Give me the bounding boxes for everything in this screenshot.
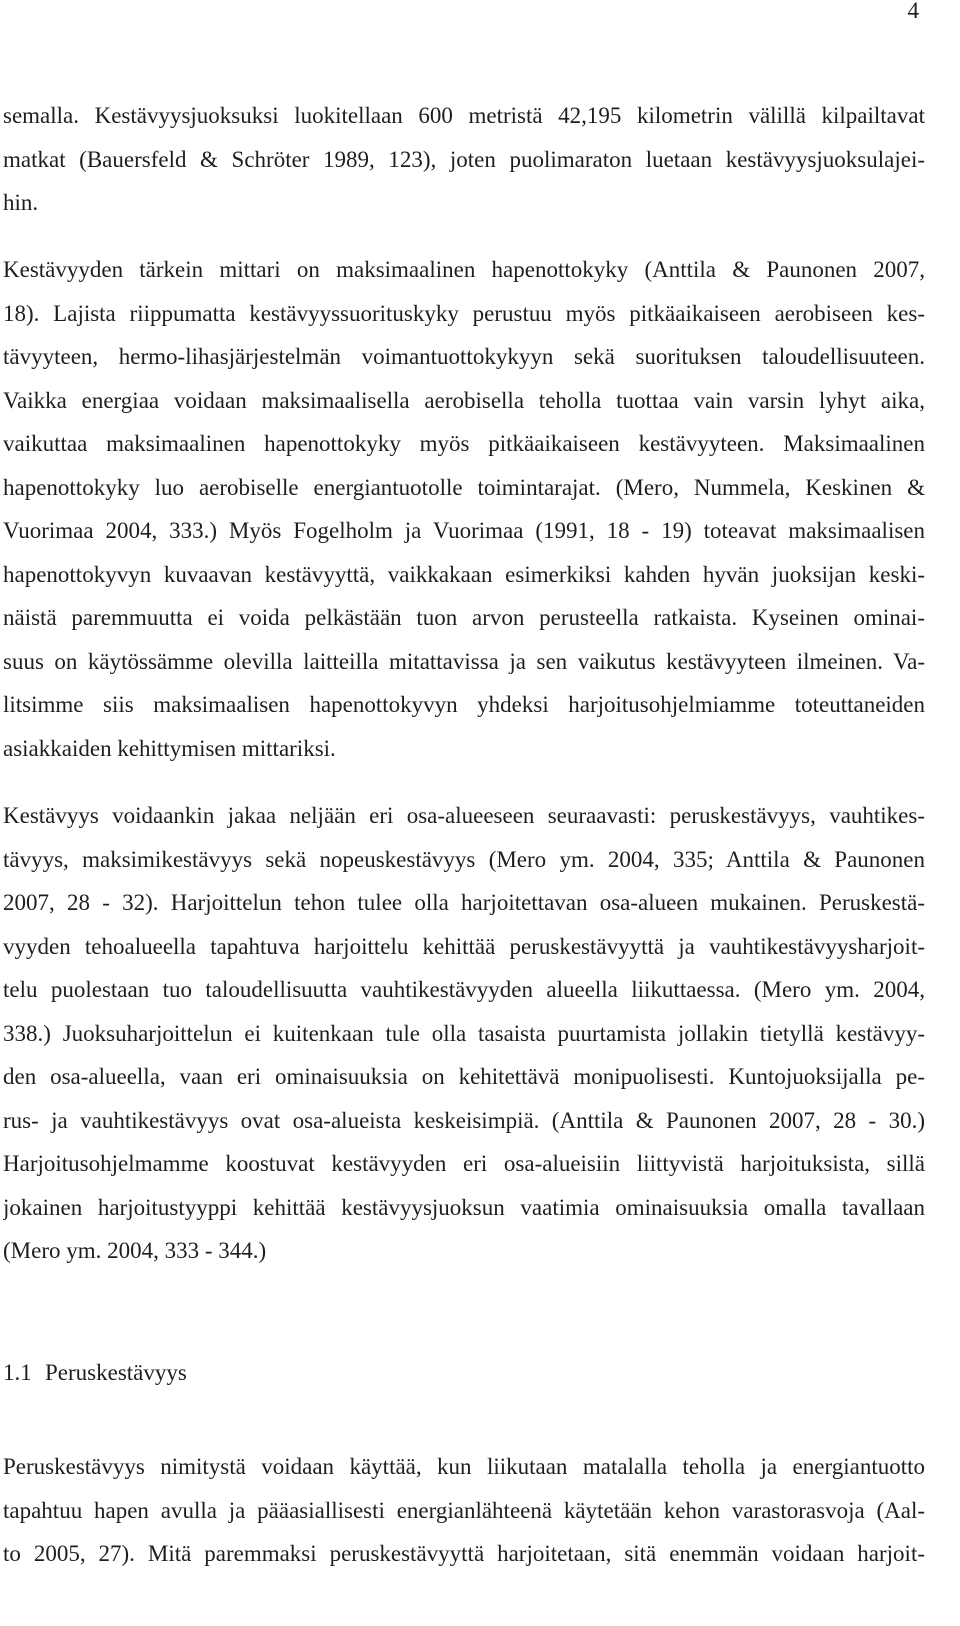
paragraph [3, 794, 925, 1273]
text-line: Peruskestävyys nimitystä voidaan käyttää, kun liikutaan matalalla teholla ja energiantuotto [3, 1454, 925, 1479]
text-line: hapenottokyky luo aerobiselle energiantuotolle toimintarajat. (Mero, Nummela, Keskinen & [3, 474, 925, 500]
text-line: telu puolestaan tuo taloudellisuutta vauhtikestävyyden alueella liikuttaessa. (Mero ym. 2004, [3, 977, 925, 1002]
text-line: suus on käytössämme olevilla laitteilla mitattavissa ja sen vaikutus kestävyyteen ilmeinen. Va- [3, 648, 925, 674]
text-line: tävyyteen, hermo-lihasjärjestelmän voimantuottokykyyn sekä suorituksen taloudellisuuteen. [3, 344, 925, 369]
text-line: Vaikka energiaa voidaan maksimaalisella aerobisella teholla tuottaa vain varsin lyhyt aika, [3, 387, 925, 413]
text-line: matkat (Bauersfeld & Schröter 1989, 123), joten puolimaraton luetaan kestävyysjuoksulajei- [3, 146, 925, 172]
text-line: semalla. Kestävyysjuoksuksi luokitellaan 600 metristä 42,195 kilometrin välillä kilpailtavat [3, 103, 925, 128]
text-line: 18). Lajista riippumatta kestävyyssuorituskyky perustuu myös pitkäaikaiseen aerobiseen kes- [3, 300, 925, 326]
text-line: hin. [3, 190, 39, 215]
section-title: Peruskestävyys [45, 1360, 187, 1385]
paragraph [3, 1445, 925, 1576]
text-line: asiakkaiden kehittymisen mittariksi. [3, 735, 336, 761]
text-line: 2007, 28 - 32). Harjoittelun tehon tulee olla harjoitettavan osa-alueen mukainen. Peruskestä- [3, 890, 925, 915]
text-line: Vuorimaa 2004, 333.) Myös Fogelholm ja Vuorimaa (1991, 18 - 19) toteavat maksimaalisen [3, 518, 925, 543]
text-line: jokainen harjoitustyyppi kehittää kestävyysjuoksun vaatimia ominaisuuksia omalla tavallaan [3, 1194, 925, 1220]
text-line: Kestävyyden tärkein mittari on maksimaalinen hapenottokyky (Anttila & Paunonen 2007, [3, 257, 925, 282]
paragraph [3, 94, 925, 225]
paragraph [3, 248, 925, 770]
text-line: näistä paremmuutta ei voida pelkästään tuon arvon perusteella ratkaista. Kyseinen ominai- [3, 605, 925, 630]
section-heading [3, 1351, 925, 1395]
text-line: litsimme siis maksimaalisen hapenottokyvyn yhdeksi harjoitusohjelmiamme toteuttaneiden [3, 692, 925, 717]
text-line: Kestävyys voidaankin jakaa neljään eri osa-alueeseen seuraavasti: peruskestävyys, vauhtikes- [3, 803, 925, 828]
text-line: Harjoitusohjelmamme koostuvat kestävyyden eri osa-alueisiin liittyvistä harjoituksista, sillä [3, 1151, 925, 1176]
section-number: 1.1 [3, 1360, 32, 1385]
text-line: tapahtuu hapen avulla ja pääasiallisesti energianlähteenä käytetään kehon varastorasvoja (Aal- [3, 1497, 925, 1523]
text-line: (Mero ym. 2004, 333 - 344.) [3, 1238, 267, 1263]
text-line: vaikuttaa maksimaalinen hapenottokyky myös pitkäaikaiseen kestävyyteen. Maksimaalinen [3, 431, 925, 456]
text-line: hapenottokyvyn kuvaavan kestävyyttä, vaikkakaan esimerkiksi kahden hyvän juoksijan keski- [3, 561, 925, 587]
text-line: 338.) Juoksuharjoittelun ei kuitenkaan tule olla tasaista puurtamista jollakin tietyllä kestävyy- [3, 1020, 925, 1046]
text-line: to 2005, 27). Mitä paremmaksi peruskestävyyttä harjoitetaan, sitä enemmän voidaan harjoit- [3, 1541, 925, 1566]
text-line: vyyden tehoalueella tapahtuva harjoittelu kehittää peruskestävyyttä ja vauhtikestävyysharjoit- [3, 933, 925, 959]
text-line: den osa-alueella, vaan eri ominaisuuksia on kehitettävä monipuolisesti. Kuntojuoksijalla pe- [3, 1064, 925, 1089]
text-line: tävyys, maksimikestävyys sekä nopeuskestävyys (Mero ym. 2004, 335; Anttila & Paunonen [3, 846, 925, 872]
text-line: rus- ja vauhtikestävyys ovat osa-alueista keskeisimpiä. (Anttila & Paunonen 2007, 28 - 30.) [3, 1107, 925, 1133]
page-number: 4 [907, 0, 919, 23]
